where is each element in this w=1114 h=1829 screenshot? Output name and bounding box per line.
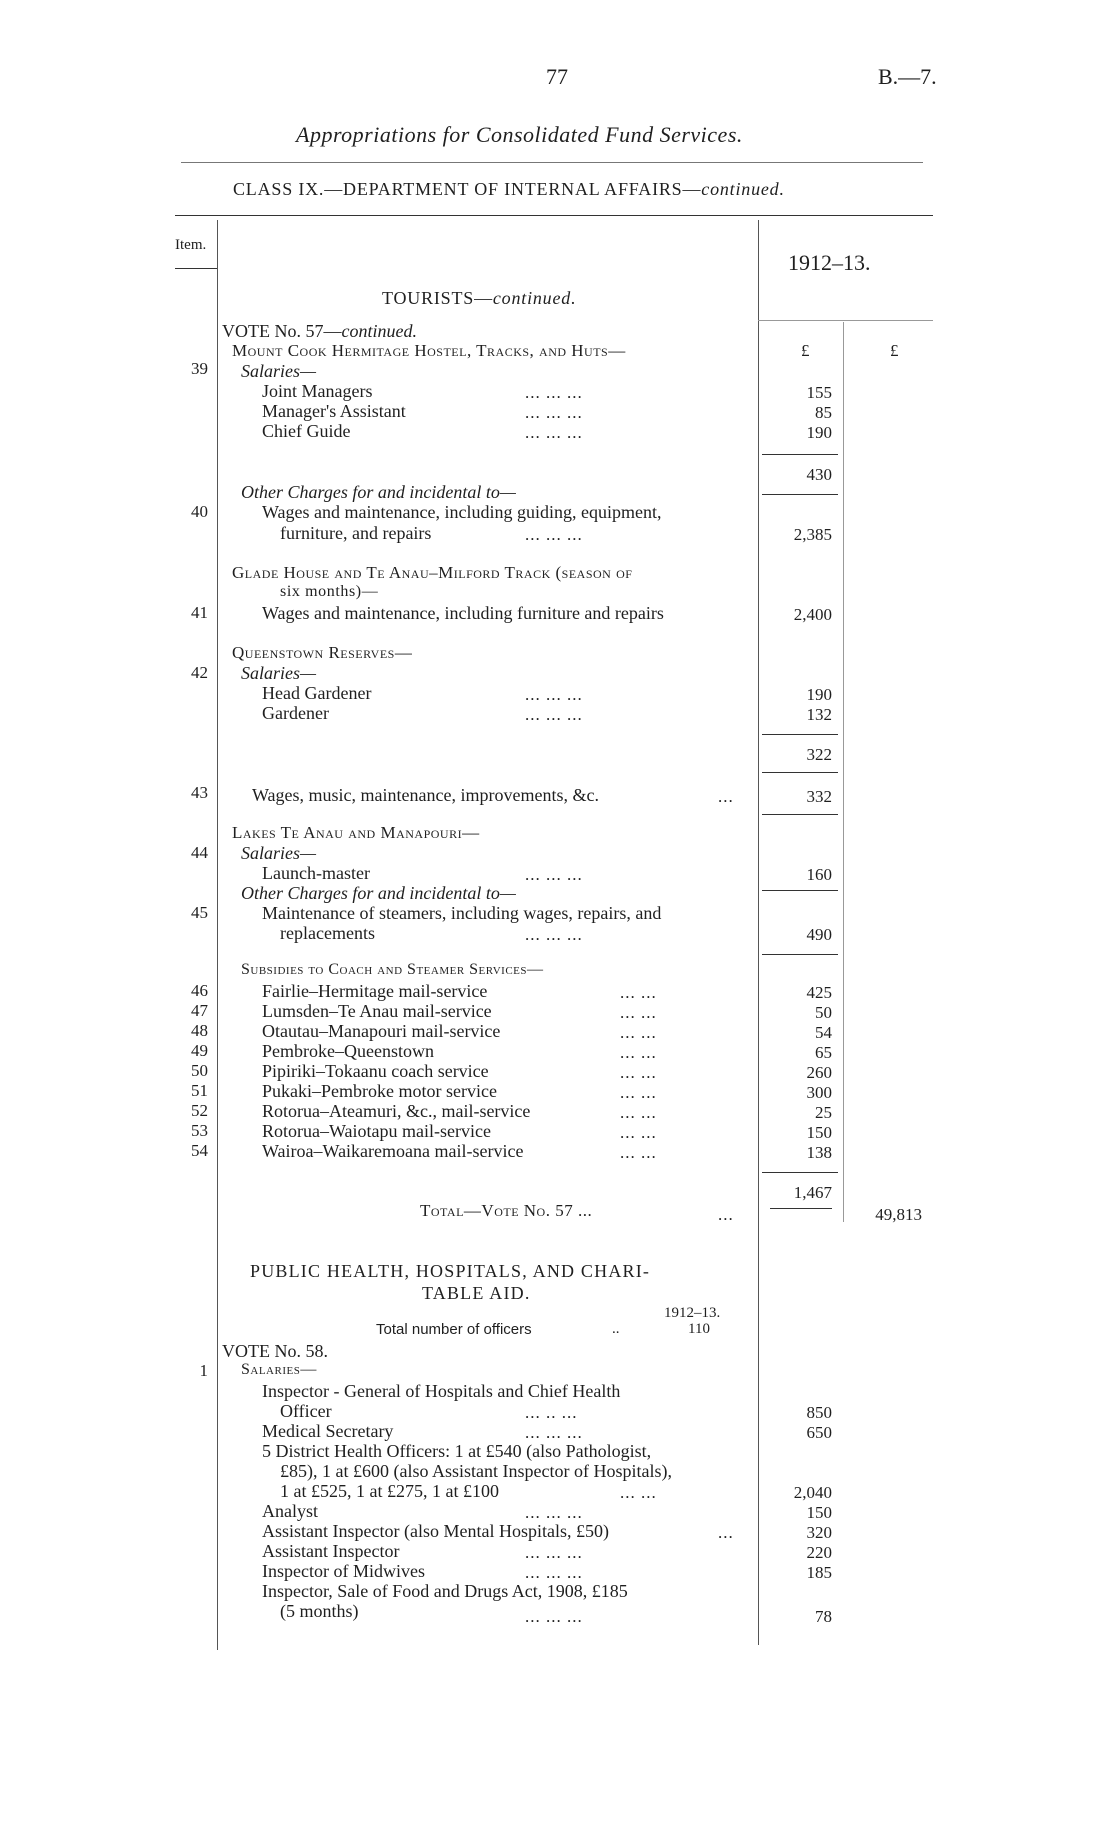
mount-cook-heading: Mount Cook Hermitage Hostel, Tracks, and Huts— — [232, 341, 626, 360]
district-health-amount: 2,040 — [793, 1483, 832, 1502]
mount-cook-salaries-label: Salaries— — [241, 361, 317, 381]
total-vote-57-label: Total—Vote No. 57 ... — [420, 1201, 593, 1220]
joint-managers-dots: ... ... ... — [525, 383, 583, 402]
subtotal-rule-2 — [762, 494, 838, 495]
class-heading-main: CLASS IX.—DEPARTMENT OF INTERNAL AFFAIRS— — [233, 179, 702, 199]
item-number-54: 54 — [191, 1141, 208, 1160]
food-drugs-inspector-dots: ... ... ... — [525, 1607, 583, 1626]
tourists-heading — [382, 289, 576, 307]
item-number-46: 46 — [191, 981, 208, 1000]
item-number-39: 39 — [191, 359, 208, 378]
lakes-salaries-label: Salaries— — [241, 843, 317, 863]
service-rotorua-ateamuri-label: Rotorua–Ateamuri, &c., mail-service — [262, 1101, 531, 1121]
service-otautau-amount: 54 — [815, 1023, 832, 1042]
queenstown-wages-dots: ... — [718, 787, 734, 806]
pound-symbol-a: £ — [801, 341, 810, 360]
glade-wages-label: Wages and maintenance, including furniture and repairs — [262, 603, 664, 623]
queenstown-reserves-heading: Queenstown Reserves— — [232, 643, 413, 662]
service-pembroke-label: Pembroke–Queenstown — [262, 1041, 434, 1061]
assistant-inspector-mental-amount: 320 — [806, 1523, 832, 1542]
head-gardener-amount: 190 — [806, 685, 832, 704]
queenstown-wages-amount: 332 — [806, 787, 832, 806]
glade-house-line2: six months)— — [280, 583, 379, 600]
gardener-amount: 132 — [806, 705, 832, 724]
inspector-midwives-dots: ... ... ... — [525, 1563, 583, 1582]
item-header-rule — [175, 268, 217, 269]
wages-guiding-dots: ... ... ... — [525, 525, 583, 544]
total-vote-57-amount: 49,813 — [875, 1205, 922, 1224]
inspector-general-line1: Inspector - General of Hospitals and Chief Health — [262, 1381, 621, 1401]
subtotal-rule-5 — [762, 814, 838, 815]
analyst-label: Analyst — [262, 1501, 318, 1521]
service-wairoa-dots: ... ... — [620, 1143, 657, 1162]
pound-symbol-b: £ — [890, 341, 899, 360]
table-top-rule — [175, 215, 933, 216]
inspector-general-line2: Officer — [280, 1401, 332, 1421]
lakes-heading: Lakes Te Anau and Manapouri— — [232, 823, 480, 842]
chief-guide-label: Chief Guide — [262, 421, 351, 441]
mount-cook-salaries-subtotal: 430 — [806, 465, 832, 484]
service-lumsden-amount: 50 — [815, 1003, 832, 1022]
queenstown-wages-label: Wages, music, maintenance, improvements, &c. — [252, 785, 599, 805]
service-pukaki-label: Pukaki–Pembroke motor service — [262, 1081, 497, 1101]
service-pipiriki-dots: ... ... — [620, 1063, 657, 1082]
service-rotorua-ateamuri-amount: 25 — [815, 1103, 832, 1122]
gardener-label: Gardener — [262, 703, 329, 723]
service-rotorua-waiotapu-label: Rotorua–Waiotapu mail-service — [262, 1121, 491, 1141]
wages-guiding-amount: 2,385 — [793, 525, 832, 544]
analyst-dots: ... ... ... — [525, 1503, 583, 1522]
service-pipiriki-amount: 260 — [806, 1063, 832, 1082]
service-wairoa-amount: 138 — [806, 1143, 832, 1162]
food-drugs-inspector-amount: 78 — [815, 1607, 832, 1626]
page-reference: B.—7. — [878, 64, 937, 89]
service-rotorua-ateamuri-dots: ... ... — [620, 1103, 657, 1122]
item-number-53: 53 — [191, 1121, 208, 1140]
inspector-midwives-amount: 185 — [806, 1563, 832, 1582]
vote-57-heading — [222, 322, 417, 340]
chief-guide-dots: ... ... ... — [525, 423, 583, 442]
page-title: Appropriations for Consolidated Fund Services. — [296, 122, 743, 147]
item-number-51: 51 — [191, 1081, 208, 1100]
subtotal-rule-9 — [770, 1208, 832, 1209]
joint-managers-label: Joint Managers — [262, 381, 373, 401]
item-column-divider — [217, 220, 218, 1650]
service-fairlie-dots: ... ... — [620, 983, 657, 1002]
service-fairlie-label: Fairlie–Hermitage mail-service — [262, 981, 488, 1001]
subsidies-heading: Subsidies to Coach and Steamer Services— — [241, 961, 544, 978]
district-health-line2: £85), 1 at £600 (also Assistant Inspector of Hospitals), — [280, 1461, 672, 1481]
service-fairlie-amount: 425 — [806, 983, 832, 1002]
column-year-header: 1912–13. — [788, 250, 871, 275]
district-health-line3: 1 at £525, 1 at £275, 1 at £100 — [280, 1481, 499, 1501]
assistant-inspector-mental-dots: ... — [718, 1523, 734, 1542]
service-pembroke-dots: ... ... — [620, 1043, 657, 1062]
page-number: 77 — [546, 64, 568, 89]
item-number-41: 41 — [191, 603, 208, 622]
item-number-47: 47 — [191, 1001, 208, 1020]
glade-wages-amount: 2,400 — [793, 605, 832, 624]
header-rule — [181, 162, 923, 163]
district-health-line1: 5 District Health Officers: 1 at £540 (also Pathologist, — [262, 1441, 652, 1461]
food-drugs-inspector-line2: (5 months) — [280, 1601, 359, 1621]
service-otautau-label: Otautau–Manapouri mail-service — [262, 1021, 501, 1041]
amount-column-divider — [758, 220, 759, 1645]
inspector-midwives-label: Inspector of Midwives — [262, 1561, 425, 1581]
officers-year-header: 1912–13. — [664, 1305, 721, 1321]
tourists-heading-continued: continued. — [492, 288, 577, 308]
assistant-inspector-amount: 220 — [806, 1543, 832, 1562]
public-health-heading-line2: TABLE AID. — [422, 1283, 531, 1303]
joint-managers-amount: 155 — [806, 383, 832, 402]
total-officers-label: Total number of officers — [376, 1321, 532, 1338]
item-number-42: 42 — [191, 663, 208, 682]
queenstown-salaries-label: Salaries— — [241, 663, 317, 683]
service-lumsden-label: Lumsden–Te Anau mail-service — [262, 1001, 492, 1021]
item-number-1: 1 — [199, 1361, 208, 1380]
glade-house-line1: Glade House and Te Anau–Milford Track (season of — [232, 563, 633, 582]
tourists-heading-text: TOURISTS— — [382, 288, 493, 308]
inspector-general-amount: 850 — [806, 1403, 832, 1422]
food-drugs-inspector-line1: Inspector, Sale of Food and Drugs Act, 1908, £185 — [262, 1581, 628, 1601]
item-number-48: 48 — [191, 1021, 208, 1040]
managers-assistant-label: Manager's Assistant — [262, 401, 406, 421]
item-number-52: 52 — [191, 1101, 208, 1120]
class-heading — [233, 180, 785, 198]
service-pukaki-dots: ... ... — [620, 1083, 657, 1102]
service-rotorua-waiotapu-amount: 150 — [806, 1123, 832, 1142]
steamers-amount: 490 — [806, 925, 832, 944]
launch-master-dots: ... ... ... — [525, 865, 583, 884]
gardener-dots: ... ... ... — [525, 705, 583, 724]
wages-guiding-line1: Wages and maintenance, including guiding, equipment, — [262, 502, 662, 522]
wages-guiding-line2: furniture, and repairs — [280, 523, 432, 543]
subtotal-rule-7 — [762, 954, 838, 955]
district-health-dots: ... ... — [620, 1483, 657, 1502]
steamers-dots: ... ... ... — [525, 925, 583, 944]
item-number-44: 44 — [191, 843, 208, 862]
public-health-heading-line1: PUBLIC HEALTH, HOSPITALS, AND CHARI- — [250, 1261, 651, 1281]
medical-secretary-label: Medical Secretary — [262, 1421, 394, 1441]
chief-guide-amount: 190 — [806, 423, 832, 442]
service-lumsden-dots: ... ... — [620, 1003, 657, 1022]
steamers-line2: replacements — [280, 923, 375, 943]
subtotal-rule-3 — [762, 734, 838, 735]
amount-header-rule — [758, 320, 933, 321]
medical-secretary-amount: 650 — [806, 1423, 832, 1442]
other-charges-label: Other Charges for and incidental to— — [241, 482, 516, 502]
subtotal-rule-4 — [762, 772, 838, 773]
subsidies-subtotal: 1,467 — [793, 1183, 832, 1202]
medical-secretary-dots: ... ... ... — [525, 1423, 583, 1442]
analyst-amount: 150 — [806, 1503, 832, 1522]
total-officers-dots: .. — [612, 1321, 620, 1337]
vote-57-continued: continued. — [341, 321, 417, 341]
head-gardener-label: Head Gardener — [262, 683, 372, 703]
vote-57-text: VOTE No. 57— — [222, 321, 342, 341]
health-salaries-heading: Salaries— — [241, 1361, 317, 1378]
managers-assistant-amount: 85 — [815, 403, 832, 422]
total-vote-57-dots: ... — [718, 1205, 734, 1224]
service-rotorua-waiotapu-dots: ... ... — [620, 1123, 657, 1142]
subtotal-rule-6 — [762, 890, 838, 891]
head-gardener-dots: ... ... ... — [525, 685, 583, 704]
assistant-inspector-dots: ... ... ... — [525, 1543, 583, 1562]
lakes-other-charges-label: Other Charges for and incidental to— — [241, 883, 516, 903]
item-number-40: 40 — [191, 502, 208, 521]
service-pembroke-amount: 65 — [815, 1043, 832, 1062]
assistant-inspector-mental-label: Assistant Inspector (also Mental Hospitals, £50) — [262, 1521, 609, 1541]
column-item-header: Item. — [175, 237, 207, 253]
assistant-inspector-label: Assistant Inspector — [262, 1541, 400, 1561]
service-otautau-dots: ... ... — [620, 1023, 657, 1042]
launch-master-amount: 160 — [806, 865, 832, 884]
service-pipiriki-label: Pipiriki–Tokaanu coach service — [262, 1061, 489, 1081]
item-number-50: 50 — [191, 1061, 208, 1080]
service-pukaki-amount: 300 — [806, 1083, 832, 1102]
service-wairoa-label: Wairoa–Waikaremoana mail-service — [262, 1141, 524, 1161]
item-number-45: 45 — [191, 903, 208, 922]
total-officers-count: 110 — [688, 1321, 710, 1337]
subtotal-rule-8 — [762, 1172, 838, 1173]
inspector-general-dots: ... .. ... — [525, 1403, 578, 1422]
class-heading-continued: continued. — [701, 179, 785, 199]
queenstown-salaries-subtotal: 322 — [806, 745, 832, 764]
item-number-43: 43 — [191, 783, 208, 802]
launch-master-label: Launch-master — [262, 863, 370, 883]
managers-assistant-dots: ... ... ... — [525, 403, 583, 422]
total-column-divider — [843, 322, 844, 1222]
subtotal-rule-1 — [762, 454, 838, 455]
steamers-line1: Maintenance of steamers, including wages, repairs, and — [262, 903, 662, 923]
vote-58-heading: VOTE No. 58. — [222, 1341, 328, 1361]
item-number-49: 49 — [191, 1041, 208, 1060]
